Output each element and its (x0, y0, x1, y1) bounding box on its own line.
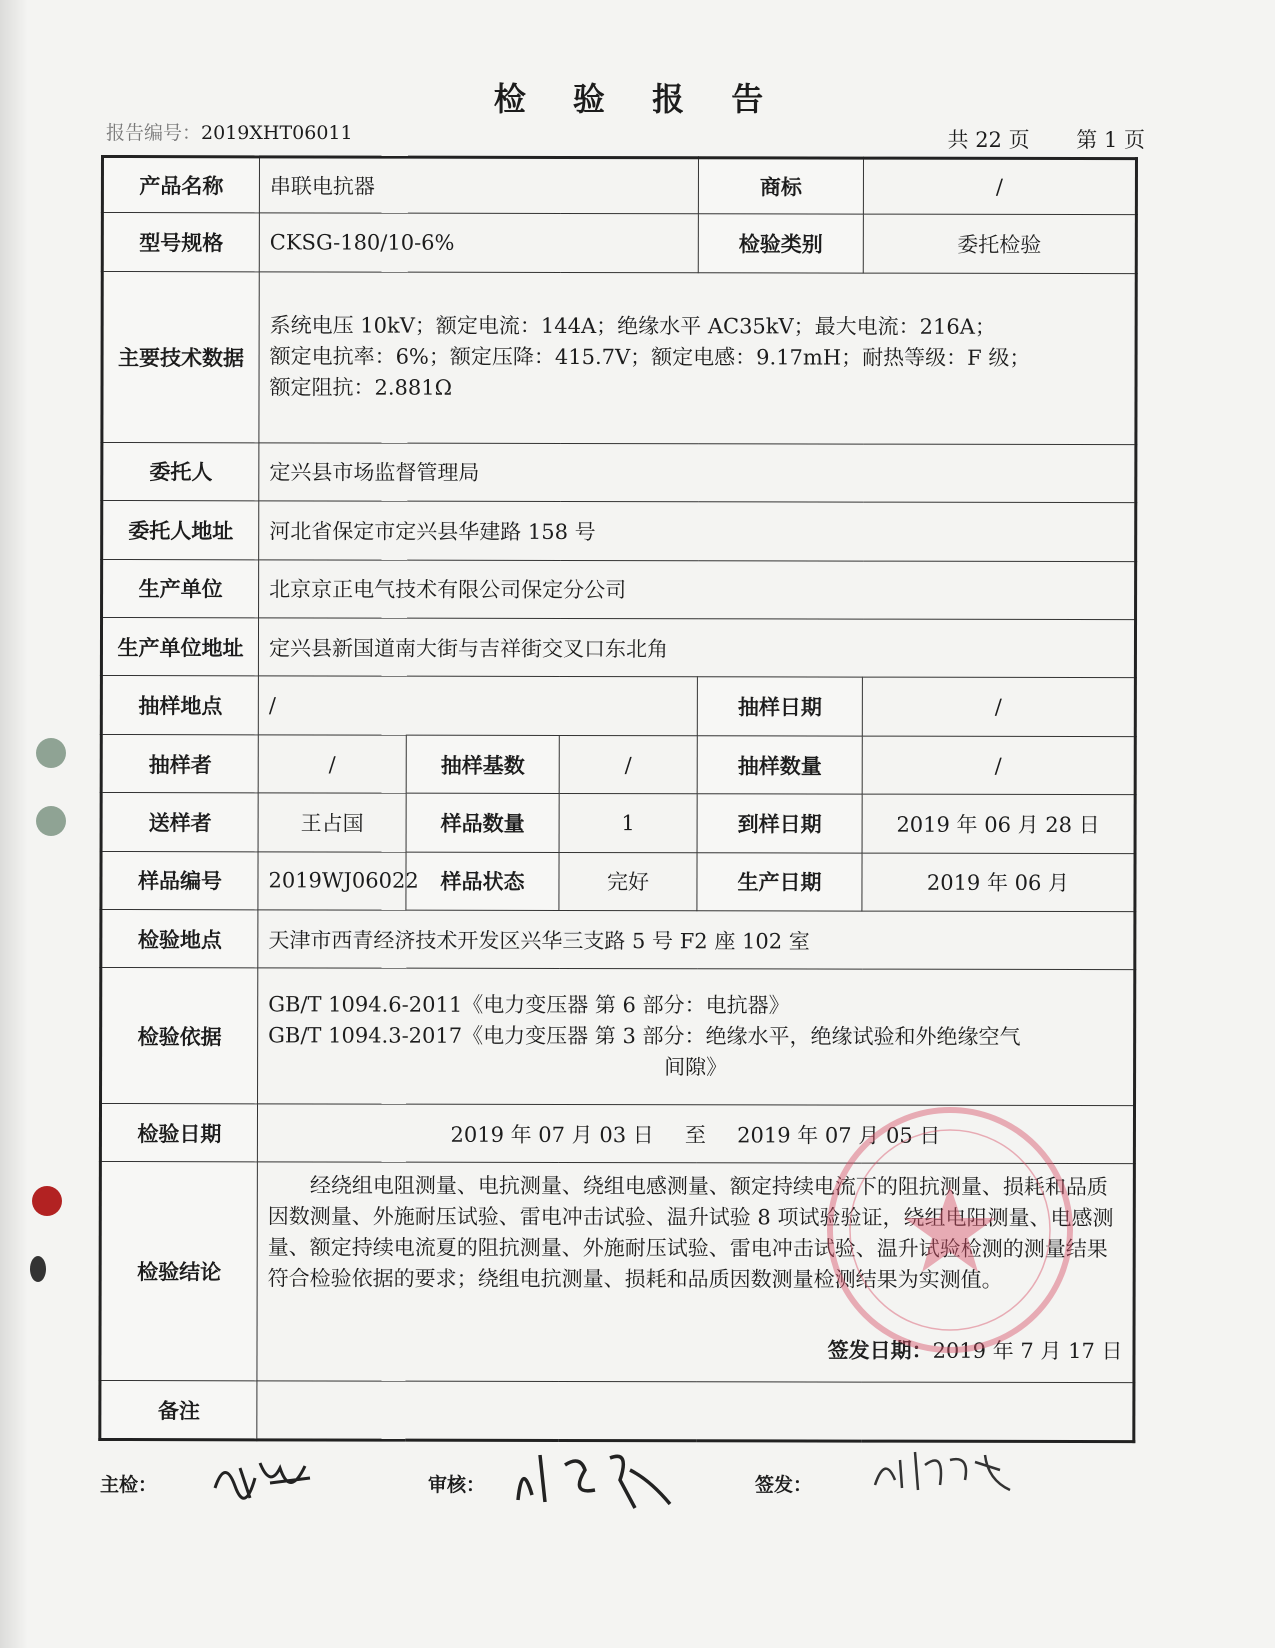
sampling-base-value: / (559, 735, 697, 794)
client-address-label: 委托人地址 (102, 501, 259, 560)
sample-state-value: 完好 (559, 852, 697, 911)
tech-line: 系统电压 10kV；额定电流：144A；绝缘水平 AC35kV；最大电流：216A； (269, 313, 996, 340)
sampling-site-value: / (258, 676, 697, 735)
remarks-value (257, 1381, 1134, 1441)
sample-qty-value: 1 (559, 794, 697, 853)
page-indicator (938, 124, 1145, 154)
basis-line: 间隙》 (664, 1055, 728, 1080)
test-site-label: 检验地点 (101, 910, 258, 969)
basis-line: GB/T 1094.6-2011《电力变压器 第 6 部分：电抗器》 (268, 992, 790, 1018)
tech-line: 额定电抗率：6%；额定压降：415.7V；额定电感：9.17mH；耐热等级：F 级； (269, 344, 1031, 371)
inspector-label: 主检： (100, 1474, 158, 1496)
issuer-signature-icon (870, 1440, 1020, 1500)
client-address-value: 河北省保定市定兴县华建路 158 号 (259, 501, 1136, 561)
product-name-value: 串联电抗器 (259, 157, 698, 214)
production-date-label: 生产日期 (697, 852, 862, 911)
table-row (102, 157, 1136, 215)
sender-label: 送样者 (101, 793, 258, 852)
table-row (100, 1381, 1134, 1442)
table-row (102, 442, 1136, 503)
manufacturer-address-label: 生产单位地址 (101, 618, 258, 677)
report-title: 检 验 报 告 (493, 80, 782, 118)
report-number-value: 2019XHT06011 (201, 122, 353, 144)
remarks-label: 备注 (100, 1381, 257, 1440)
table-row (102, 213, 1136, 274)
table-row (101, 618, 1135, 679)
manufacturer-value: 北京京正电气技术有限公司保定分公司 (259, 559, 1136, 619)
test-site-value: 天津市西青经济技术开发区兴华三支路 5 号 F2 座 102 室 (258, 910, 1135, 970)
test-date-label: 检验日期 (100, 1104, 257, 1163)
sample-qty-label: 样品数量 (406, 793, 559, 852)
tech-line: 额定阻抗：2.881Ω (269, 375, 453, 400)
table-row (101, 676, 1135, 737)
manufacturer-label: 生产单位 (102, 559, 259, 618)
sampling-qty-label: 抽样数量 (697, 736, 862, 795)
arrival-date-value: 2019 年 06 月 28 日 (862, 794, 1135, 853)
table-row (101, 910, 1135, 971)
product-name-label: 产品名称 (102, 157, 259, 214)
tech-data-value (259, 272, 1136, 445)
tech-data-label: 主要技术数据 (102, 271, 259, 442)
table-row (101, 851, 1135, 912)
basis-label: 检验依据 (101, 968, 258, 1104)
client-value: 定兴县市场监督管理局 (259, 443, 1136, 503)
test-date-from: 2019 年 07 月 03 日 (450, 1122, 654, 1147)
issue-date-label: 签发日期： (827, 1338, 933, 1364)
conclusion-label: 检验结论 (100, 1162, 257, 1381)
binder-hole (36, 806, 66, 836)
client-label: 委托人 (102, 442, 259, 501)
issuer-label: 签发： (755, 1474, 813, 1496)
issue-date-value: 2019 年 7 月 17 日 (932, 1339, 1123, 1364)
sample-no-value: 2019WJ06022 (258, 851, 406, 910)
table-row (102, 501, 1136, 562)
production-date-value: 2019 年 06 月 (862, 853, 1135, 912)
test-date-to: 2019 年 07 月 05 日 (737, 1123, 941, 1148)
table-row (101, 734, 1135, 795)
binder-hole (36, 738, 66, 768)
table-row (101, 968, 1135, 1106)
sample-no-label: 样品编号 (101, 851, 258, 910)
test-date-to-word: 至 (684, 1122, 706, 1148)
reviewer-label: 审核： (428, 1474, 486, 1496)
reviewer-signature-icon (510, 1440, 680, 1515)
inspector-signature-icon (210, 1448, 320, 1508)
sampling-date-value: / (862, 678, 1135, 737)
inspection-type-value: 委托检验 (863, 214, 1136, 273)
sampling-base-label: 抽样基数 (406, 735, 559, 794)
sampler-label: 抽样者 (101, 734, 258, 793)
table-row (101, 793, 1135, 854)
binder-hole (30, 1256, 46, 1282)
basis-line: GB/T 1094.3-2017《电力变压器 第 3 部分：绝缘水平，绝缘试验和外绝缘空气 (268, 1023, 1021, 1050)
table-row (102, 271, 1136, 444)
report-number (106, 118, 353, 145)
conclusion-text: 经绕组电阻测量、电抗测量、绕组电感测量、额定持续电流下的阻抗测量、损耗和品质因数测量、外施耐压试验、雷电冲击试验、温升试验 8 项试验验证，绕组电阻测量、电感测量、额定持续电流夏的阻抗测量、外施耐压试验、雷电冲击试验、温升试验检测的测量结果符合检验依据的要求；绕组电抗测量、损耗和品质因数测量检测结果为实测值。 (267, 1173, 1114, 1293)
total-pages: 共 22 页 (947, 128, 1030, 152)
model-value: CKSG-180/10-6% (259, 213, 698, 272)
basis-value (258, 968, 1135, 1105)
trademark-value: / (863, 158, 1136, 215)
table-row (102, 559, 1136, 620)
inspection-type-label: 检验类别 (698, 214, 863, 273)
scan-edge (0, 0, 28, 1648)
sampling-date-label: 抽样日期 (697, 677, 862, 736)
manufacturer-address-value: 定兴县新国道南大街与吉祥街交叉口东北角 (258, 618, 1135, 678)
sampler-value: / (258, 735, 406, 794)
model-label: 型号规格 (102, 213, 259, 272)
sampling-qty-value: / (862, 736, 1135, 795)
sender-value: 王占国 (258, 793, 406, 852)
arrival-date-label: 到样日期 (697, 794, 862, 853)
binder-hole (32, 1186, 62, 1216)
sampling-site-label: 抽样地点 (101, 676, 258, 735)
trademark-label: 商标 (698, 158, 863, 215)
sample-state-label: 样品状态 (406, 852, 559, 911)
official-seal-icon (820, 1100, 1080, 1360)
report-number-label: 报告编号： (106, 122, 202, 144)
current-page: 第 1 页 (1076, 128, 1145, 152)
